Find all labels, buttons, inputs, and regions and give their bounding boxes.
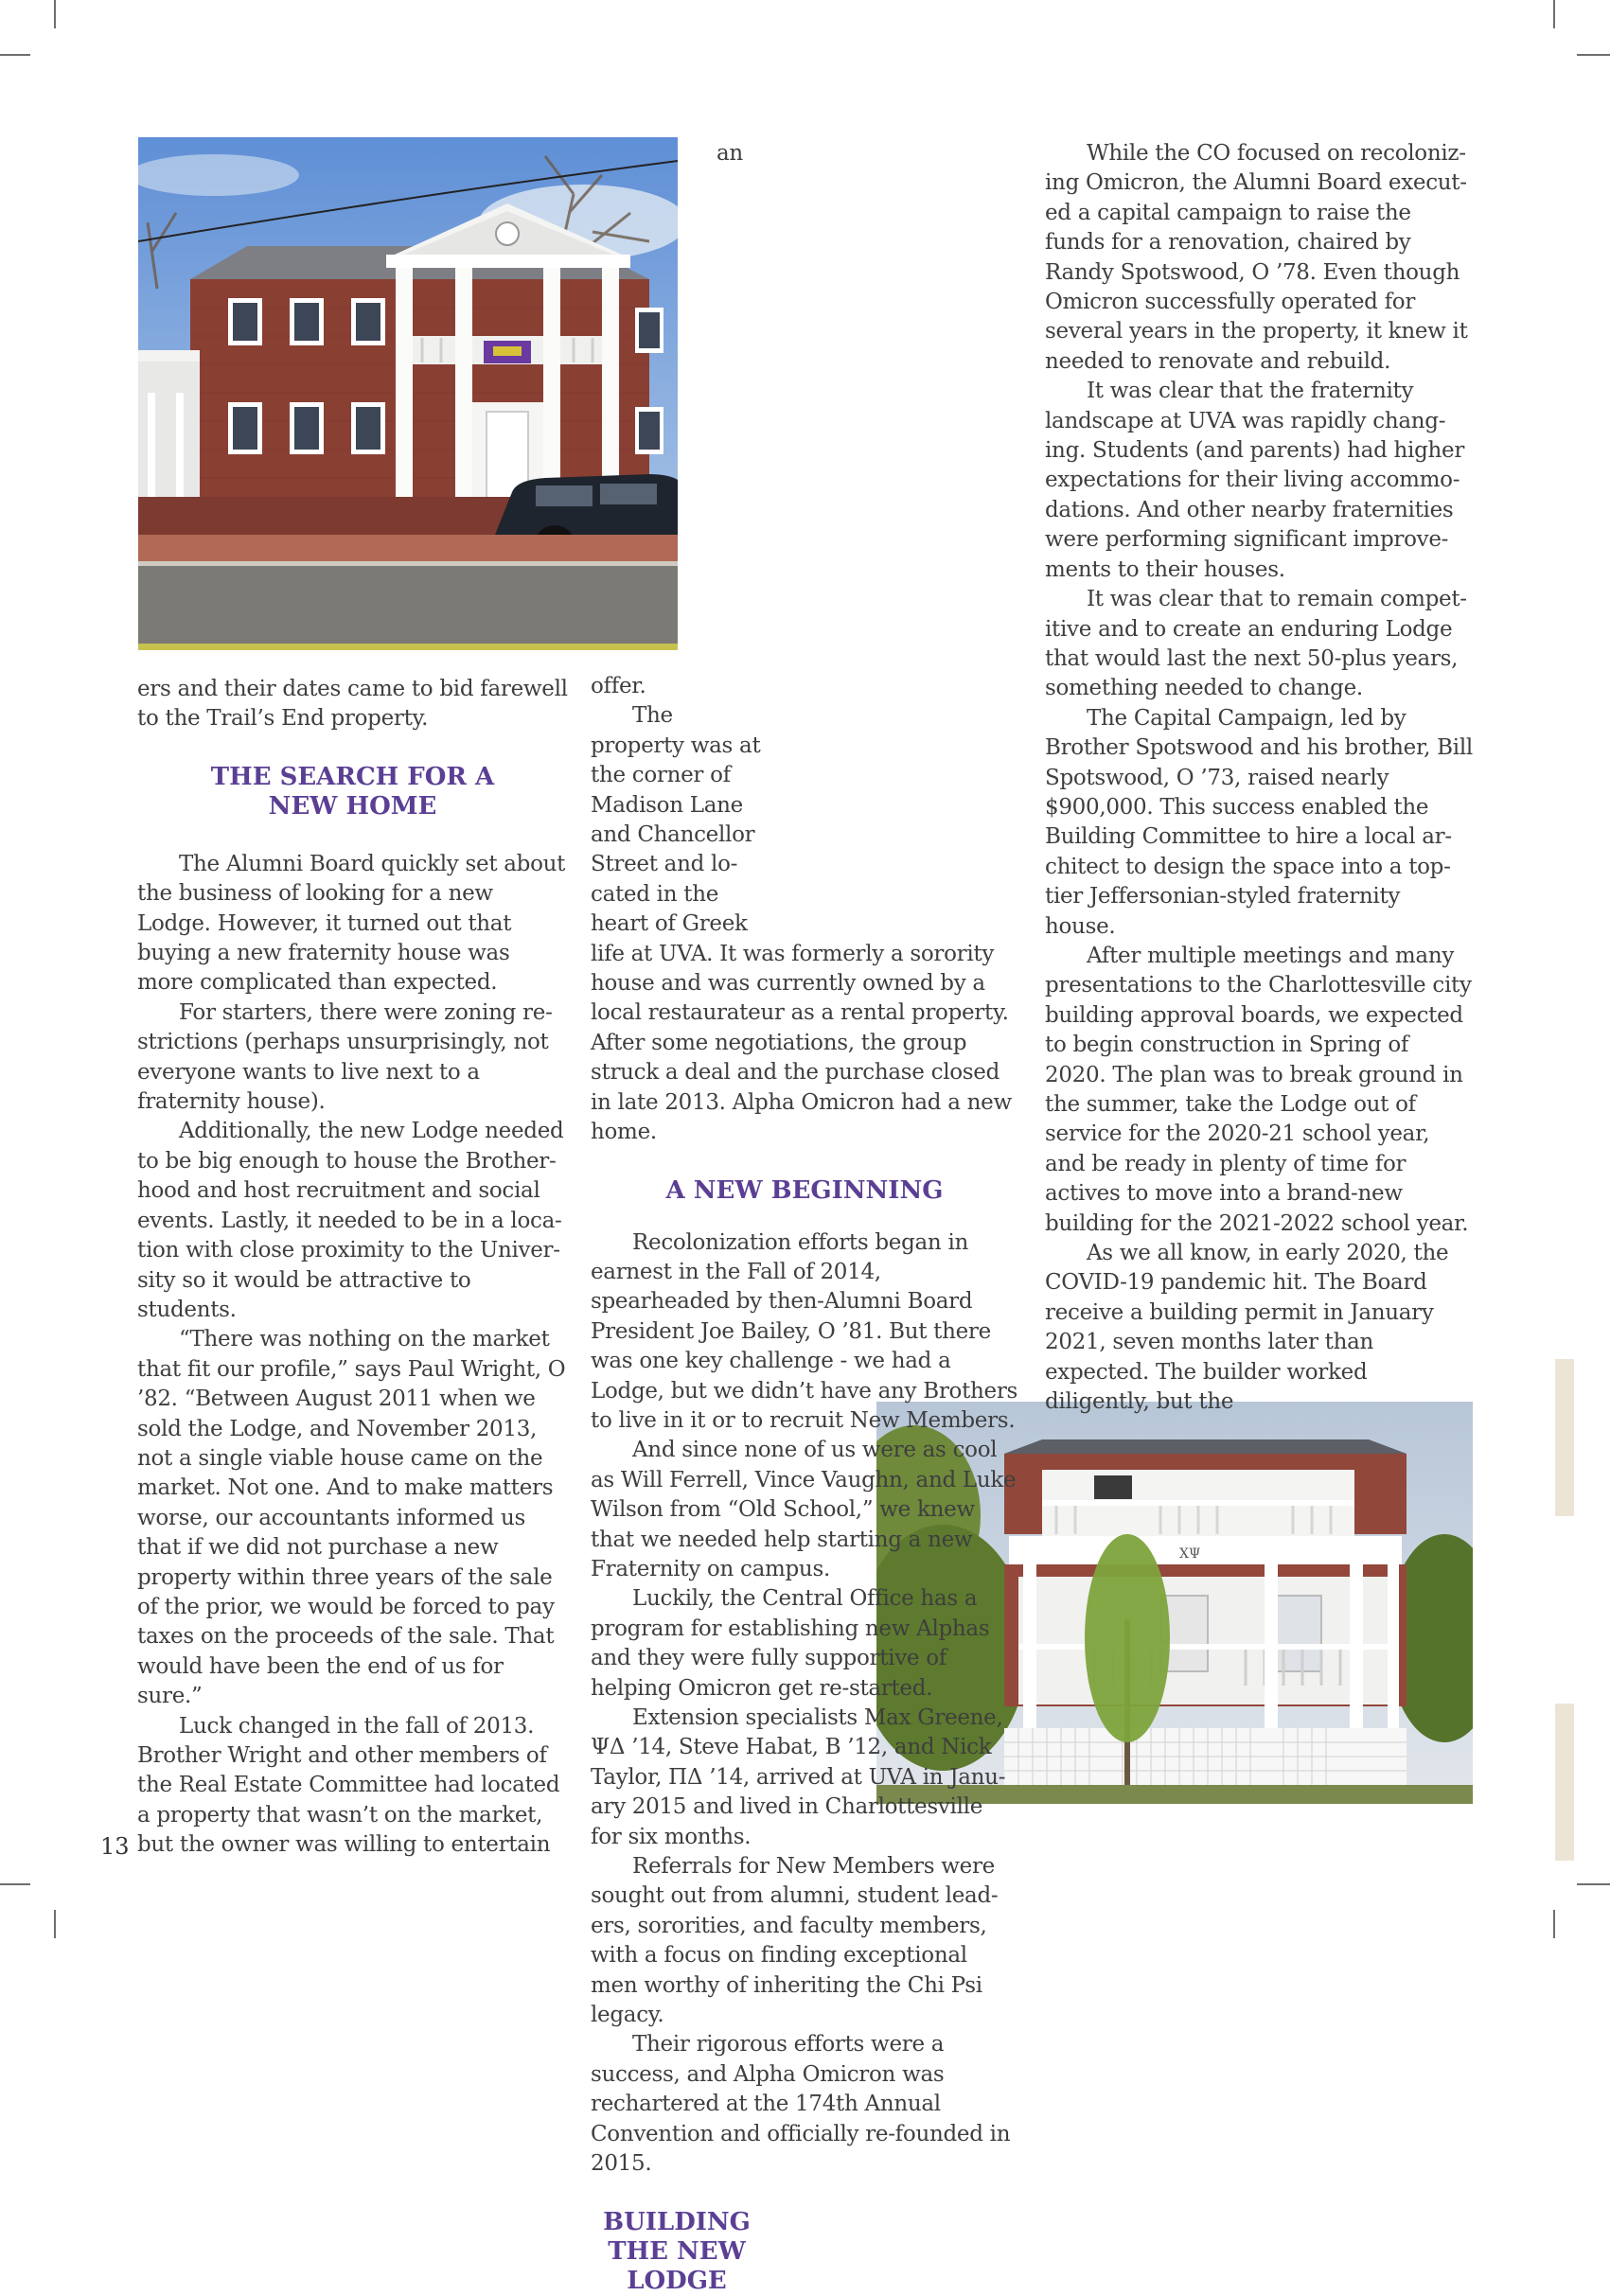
paragraph: “There was nothing on the market that fit our profile,” says Paul Wright, O ’82. “Between August 2011 when we sold the Lodge, and November 2013, not a single viable house came on the market. Not one. And to make matters worse, our accountants informed us that if we did not purchase a new property within three years of the sale of the prior, we would be forced to pay taxes on the proceeds of the sale. That would have been the end of us for sure.” [137, 1327, 566, 1709]
section-tab [1555, 1704, 1574, 1861]
paragraph: After multiple meetings and many presentations to the Charlottesville city building approval boards, we expected to begin construction in Spring of 2020. The plan was to break ground in the summer, take the Lodge out of service for the 2020-21 school year, and be ready in plenty of time for actives to move into a brand-new building for the 2021-2022 school year. [1045, 943, 1472, 1236]
paragraph: Additionally, the new Lodge needed to be big enough to house the Brotherhood and host recruitment and social events. Lastly, it needed to be in a location with close proximity to the University so it would be attractive to students. [137, 1119, 564, 1322]
paragraph: The Alumni Board quickly set about the business of looking for a new Lodge. However, it turned out that buying a new fraternity house was more complicated than expected. [137, 851, 566, 996]
crop-mark [0, 54, 30, 56]
paragraph: Referrals for New Members were sought out from alumni, student leaders, sororities, and faculty members, with a focus on finding exceptional men worthy of inheriting the Chi Psi legacy. [591, 1854, 999, 2028]
text-column-3 [1045, 139, 1473, 1417]
section-tab [1555, 1359, 1574, 1516]
crop-mark [1577, 54, 1610, 56]
paragraph: The Capital Campaign, led by Brother Spotswood and his brother, Bill Spotswood, O ’73, raised nearly $900,000. This success enabled the Building Committee to hire a local architect to design the space into a top-tier Jeffersonian-styled fraternity house. [1045, 705, 1473, 939]
crop-mark [1553, 0, 1555, 28]
paragraph: Extension specialists Max Greene, ΨΔ ’14, Steve Habat, B ’12, and Nick Taylor, ΠΔ ’14, arrived at UVA in January 2015 and lived in Charlottesville for six months. [591, 1705, 1006, 1849]
paragraph: For starters, there were zoning restrictions (perhaps unsurprisingly, not everyone wants to live next to a fraternity house). [137, 999, 553, 1115]
crop-mark [1553, 1910, 1555, 1938]
section-heading-new-beginning: A NEW BEGINNING [665, 1175, 944, 1205]
crop-mark [0, 1883, 30, 1885]
photo-wrap-spacer-2 [768, 139, 1018, 913]
paragraph: Luckily, the Central Office has a program for establishing new Alphas and they were fully supportive of helping Omicron get re-started. [591, 1586, 990, 1701]
paragraph: Luck changed in the fall of 2013. Brother Wright and other members of the Real Estate Committee had located a property that wasn’t on the market, but the owner was willing to entertain [137, 1713, 560, 1858]
crop-mark [54, 0, 56, 28]
photo-wrap-spacer [591, 139, 717, 672]
paragraph: Their rigorous efforts were a success, and Alpha Omicron was rechartered at the 174th Annual Convention and officially re-founded in 2015. [591, 2032, 1011, 2177]
paragraph: While the CO focused on recolonizing Omicron, the Alumni Board executed a capital campaign to raise the funds for a renovation, chaired by Randy Spotswood, O ’78. Even though Omicron successfully operated for several years in the property, it knew it needed to renovate and rebuild. [1045, 141, 1468, 374]
crop-mark [54, 1910, 56, 1938]
paragraph: an offer. [591, 141, 743, 698]
text-column-1 [137, 675, 568, 1861]
paragraph: Recolonization efforts began in earnest in the Fall of 2014, spearheaded by then-Alumni Board President Joe Bailey, O ’81. But there was one key challenge - we had a Lodge, but we didn’t have any Brothers to live in it or to recruit New Members. [591, 1229, 1018, 1433]
paragraph: As we all know, in early 2020, the COVID-19 pandemic hit. The Board receive a building permit in January 2021, seven months later than expected. The builder worked diligently, but the [1045, 1241, 1449, 1415]
section-heading-search: THE SEARCH FOR A NEW HOME [210, 762, 495, 821]
paragraph: It was clear that to remain competitive and to create an enduring Lodge that would last the next 50-plus years, something needed to change. [1045, 587, 1468, 701]
greek-letters: ΧΨ [1179, 1546, 1201, 1562]
paragraph: And since none of us were as cool as Will Ferrell, Vince Vaughn, and Luke Wilson from “Old School,” we knew that we needed help starting a new Fraternity on campus. [591, 1438, 1017, 1581]
page-number: 13 [100, 1833, 130, 1860]
paragraph: ers and their dates came to bid farewell to the Trail’s End property. [137, 677, 568, 732]
paragraph: The property was at the corner of Madison Lane and Chancellor Street and located in the heart of Greek life at UVA. It was formerly a sorority house and was currently owned by a local restaurateur as a rental property. After some negotiations, the group struck a deal and the purchase closed in late 2013. Alpha Omicron had a new home. [591, 703, 1012, 1145]
text-column-2 [591, 139, 1018, 2296]
section-heading-building: BUILDING THE NEW LODGE [603, 2207, 751, 2295]
crop-mark [1577, 1883, 1610, 1885]
paragraph: It was clear that the fraternity landscape at UVA was rapidly changing. Students (and parents) had higher expectations for their living accommodations. And other nearby fraternities were performing significant improvements to their houses. [1045, 379, 1465, 582]
